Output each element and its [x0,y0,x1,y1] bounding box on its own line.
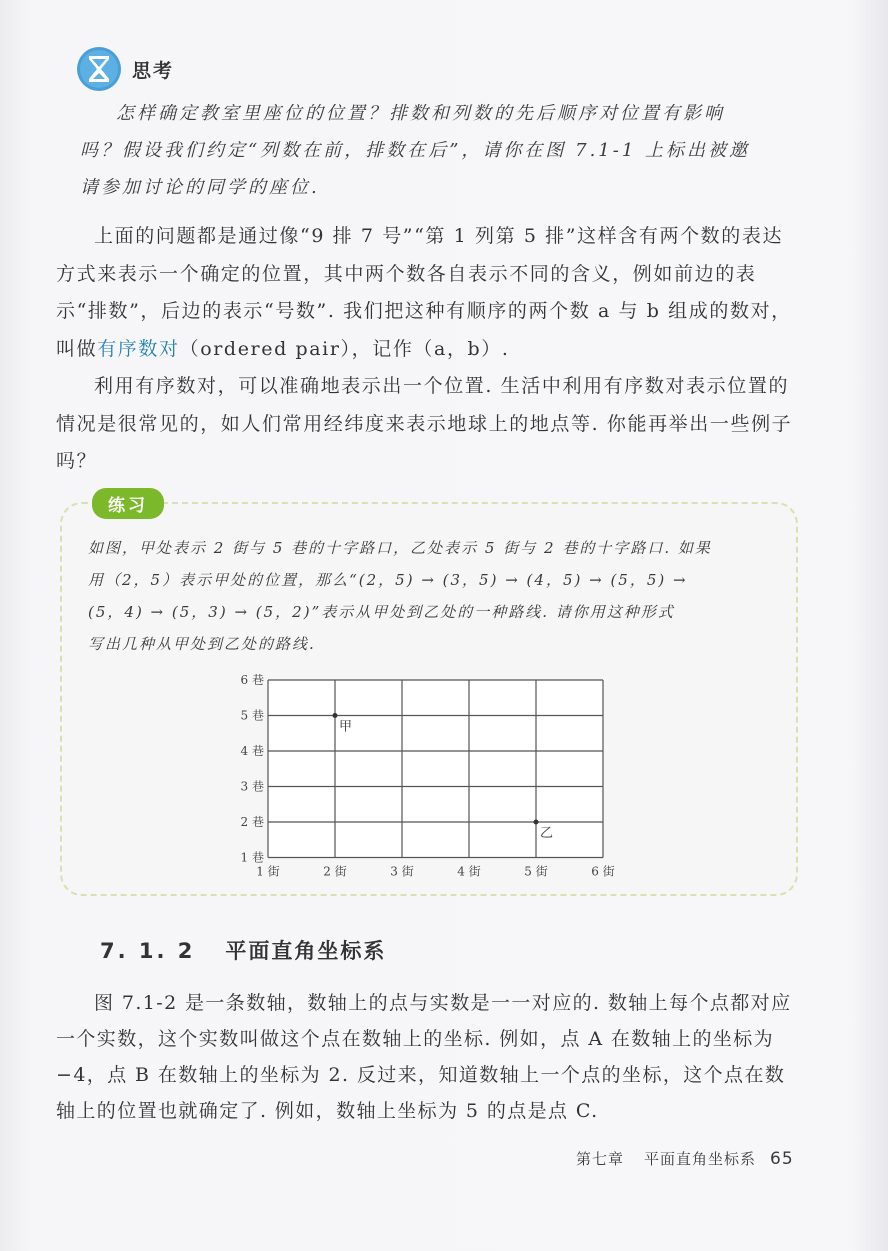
paragraph-text: 上面的问题都是通过像“9 排 7 号”“第 1 列第 5 排”这样含有两个数的表达方式来表示一个确定的位置，其中两个数各自表示不同的含义，例如前边的表示“排数”，后边的表示“号数”. 我们把这种有顺序的两个数 a 与 b 组成的数对，叫做 [56,225,792,360]
section-title: 平面直角坐标系 [225,939,387,963]
exercise-label: 练习 [92,488,164,519]
exercise-line: 如图，甲处表示 2 街与 5 巷的十字路口，乙处表示 5 街与 2 巷的十字路口. 如果 [88,539,712,557]
section-body [56,985,801,1129]
grid-point-label: 甲 [339,719,353,735]
paragraph-examples: 利用有序数对，可以准确地表示出一个位置. 生活中利用有序数对表示位置的情况是很常见的，如人们常用经纬度来表示地球上的地点等. 你能再举出一些例子吗？ [56,375,793,472]
street-label: 5 街 [524,864,548,879]
think-body [80,95,780,206]
exercise-line: 用（2，5）表示甲处的位置，那么“(2，5) → (3，5) → (4，5) → (5，5) → [88,571,688,589]
lane-label: 6 巷 [240,673,264,687]
think-line: 怎样确定教室里座位的位置？排数和列数的先后顺序对位置有影响 [116,103,725,124]
street-label: 6 街 [591,864,615,879]
think-title: 思考 [132,59,175,82]
think-line: 吗？假设我们约定“列数在前，排数在后”，请你在图 7.1-1 上标出被邀 [80,140,751,161]
grid-point-label: 乙 [540,826,554,841]
main-text [56,218,801,481]
grid-point [333,713,338,718]
lane-label: 4 巷 [240,744,264,758]
exercise-line: (5，4) → (5，3) → (5，2)”表示从甲处到乙处的一种路线. 请你用这种形式 [88,603,675,621]
street-label: 2 街 [323,864,347,879]
grid-point [534,820,539,825]
footer-chapter: 第七章 [576,1150,625,1168]
street-grid-figure [230,670,630,885]
paragraph-number-line: 图 7.1-2 是一条数轴，数轴上的点与实数是一一对应的. 数轴上每个点都对应一个实数，这个实数叫做这个点在数轴上的坐标. 例如，点 A 在数轴上的坐标为−4，点 B 在数轴上的坐标为 2. 反过来，知道数轴上一个点的坐标，这个点在数轴上的位置也就确定了. 例如，数轴上坐标为 5 的点是点 C. [56,992,792,1122]
term-ordered-pair: 有序数对 [97,337,180,360]
paragraph-ordered-pair [56,218,801,368]
hourglass-icon [76,46,122,92]
street-label: 4 街 [457,864,481,879]
section-number: 7. 1. 2 [100,939,196,963]
exercise-text [88,532,778,660]
street-label: 3 街 [390,864,414,879]
think-header [76,46,174,92]
lane-label: 3 巷 [240,779,264,794]
street-label: 1 街 [256,864,280,879]
footer-chapter-title: 平面直角坐标系 [644,1150,757,1168]
think-line: 请参加讨论的同学的座位. [80,177,320,198]
lane-label: 5 巷 [240,708,264,723]
page-footer [576,1148,794,1169]
lane-label: 1 巷 [240,850,264,865]
lane-label: 2 巷 [240,815,264,829]
page-number: 65 [770,1149,794,1169]
paragraph-text: （ordered pair），记作（a，b）. [179,337,510,360]
exercise-line: 写出几种从甲处到乙处的路线. [88,635,316,653]
section-heading [100,935,386,965]
